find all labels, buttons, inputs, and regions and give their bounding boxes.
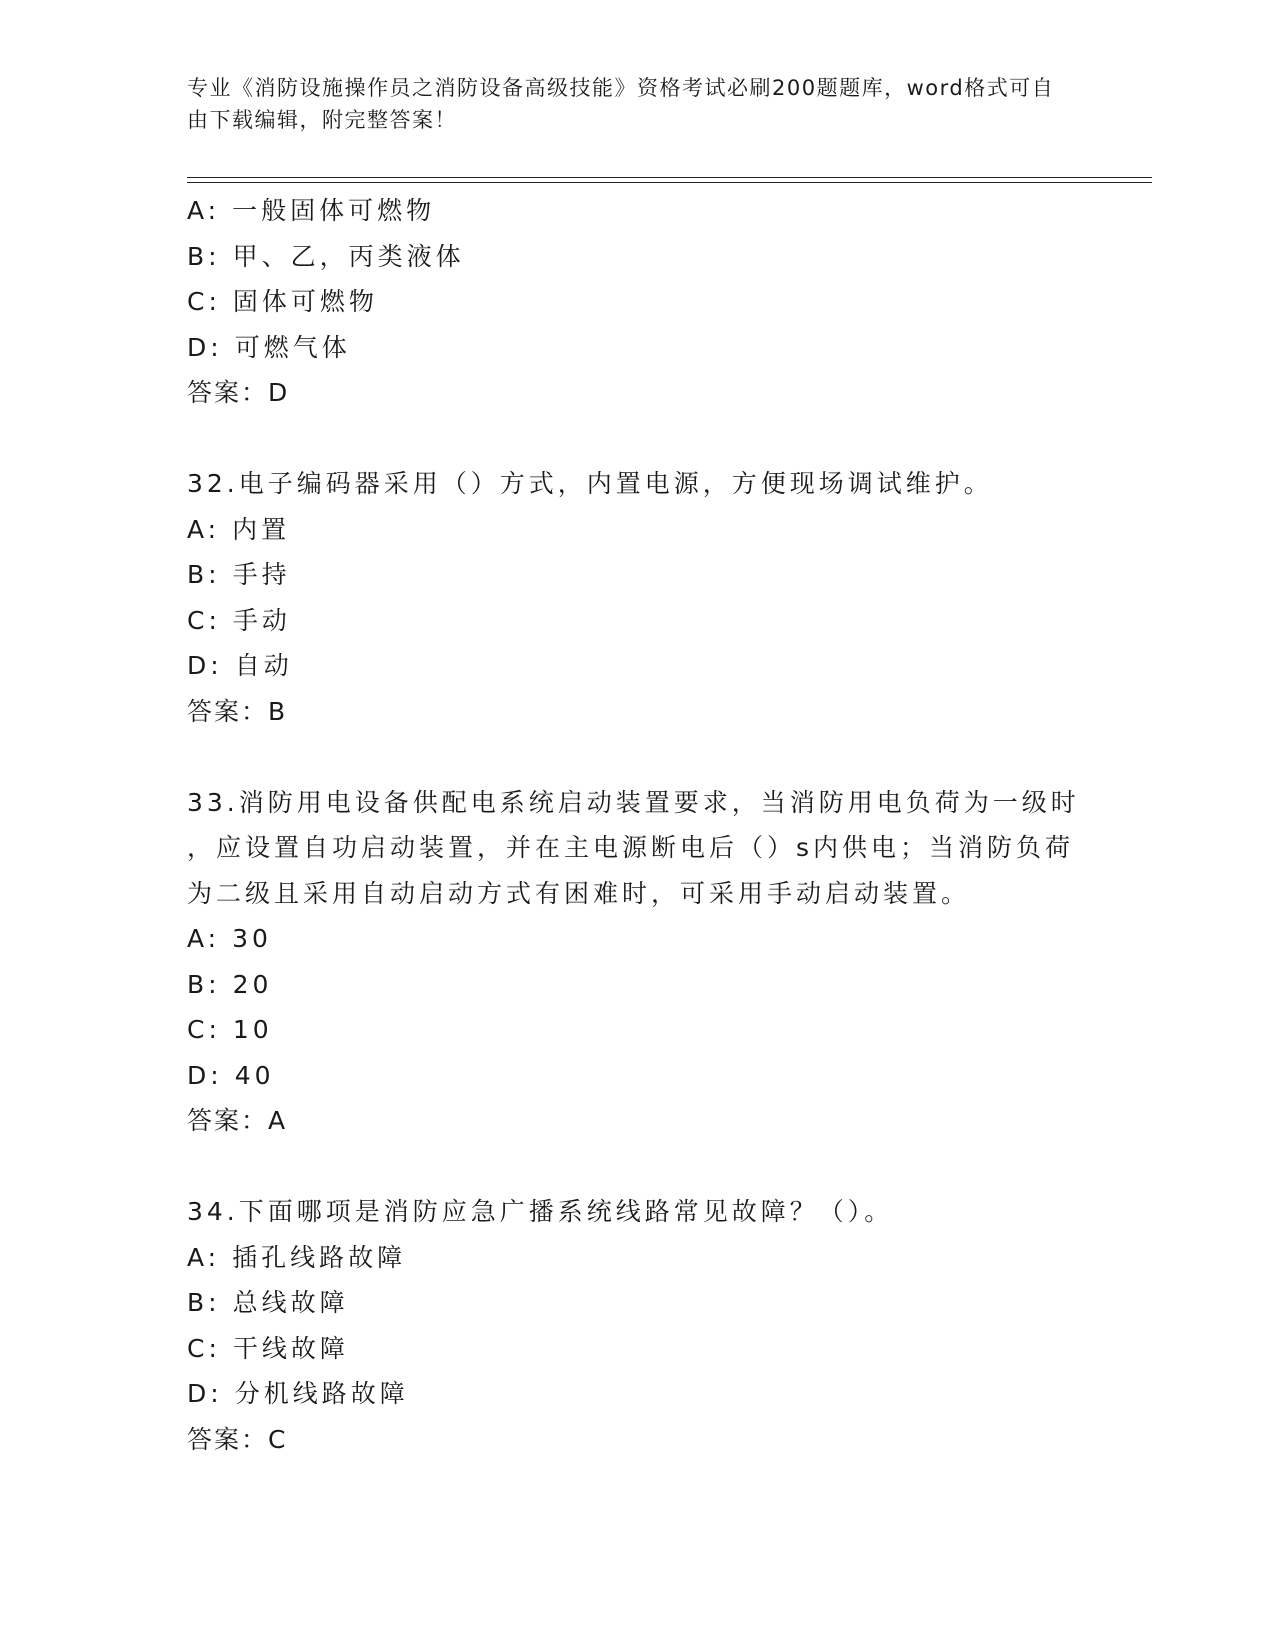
- question-stem: 32.电子编码器采用（）方式，内置电源，方便现场调试维护。: [187, 469, 993, 498]
- option-c: C: 固体可燃物: [187, 287, 378, 316]
- option-d: D: 自动: [187, 651, 293, 680]
- page-header: 专业《消防设施操作员之消防设备高级技能》资格考试必刷200题题库，word格式可自由下载编辑，附完整答案！: [187, 76, 1055, 132]
- option-d: D: 分机线路故障: [187, 1379, 409, 1408]
- question-list: [187, 188, 1087, 1462]
- answer-line: 答案：C: [187, 1424, 288, 1454]
- question-32: [187, 461, 1087, 734]
- header-rule-bottom: [187, 182, 1152, 183]
- question-stem-line-2: ，应设置自功启动装置，并在主电源断电后（）s内供电；当消防负荷: [187, 833, 1075, 862]
- option-a: A: 插孔线路故障: [187, 1242, 407, 1272]
- option-a: A: 内置: [187, 514, 291, 544]
- option-d: D: 可燃气体: [187, 332, 351, 362]
- answer-line: 答案：A: [187, 1106, 288, 1135]
- option-c: C: 10: [187, 1015, 273, 1044]
- option-d: D: 40: [187, 1060, 275, 1090]
- question-stem: 34.下面哪项是消防应急广播系统线路常见故障？（）。: [187, 1197, 894, 1226]
- question-fragment: [187, 188, 1087, 416]
- option-c: C: 手动: [187, 605, 291, 635]
- option-a: A: 一般固体可燃物: [187, 196, 436, 225]
- header-rule-top: [187, 177, 1152, 178]
- answer-line: 答案：D: [187, 378, 290, 407]
- option-b: B: 20: [187, 969, 273, 999]
- question-34: [187, 1189, 1087, 1462]
- option-b: B: 总线故障: [187, 1288, 349, 1317]
- question-33: [187, 780, 1087, 1144]
- question-stem-line-3: 为二级且采用自动启动方式有困难时，可采用手动启动装置。: [187, 878, 971, 908]
- option-a: A: 30: [187, 924, 272, 953]
- answer-line: 答案：B: [187, 696, 288, 726]
- option-b: B: 甲、乙，丙类液体: [187, 241, 465, 271]
- option-b: B: 手持: [187, 560, 291, 589]
- option-c: C: 干线故障: [187, 1333, 349, 1363]
- question-stem-line-1: 33.消防用电设备供配电系统启动装置要求，当消防用电负荷为一级时: [187, 787, 1080, 817]
